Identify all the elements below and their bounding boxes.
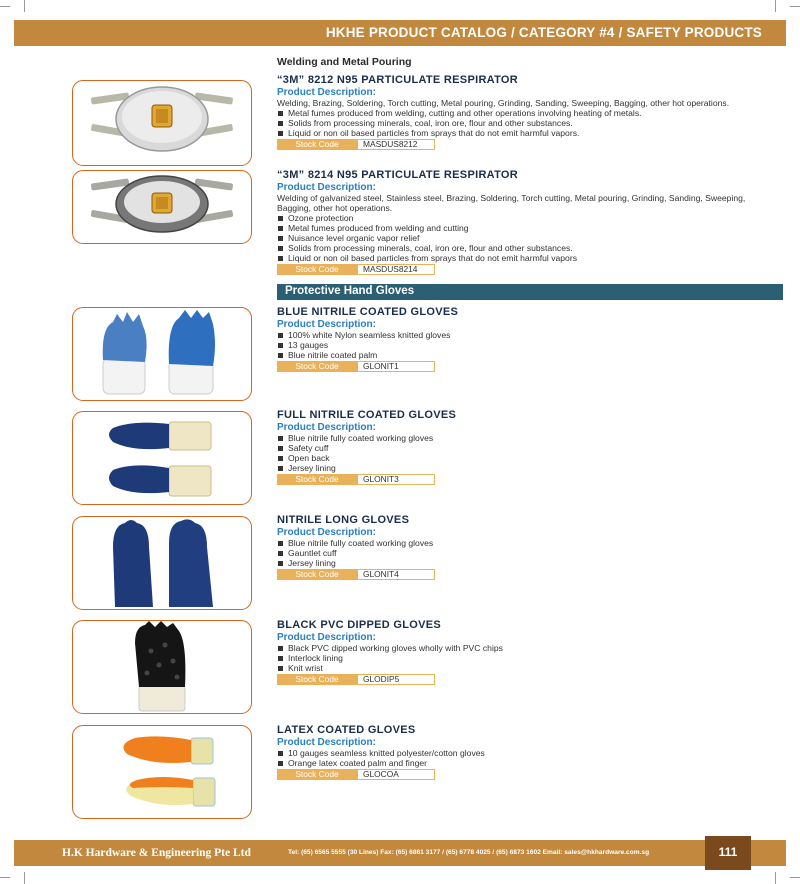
stock-code-row (277, 569, 787, 580)
crop-mark (790, 877, 800, 878)
product-entry (277, 514, 787, 580)
bullet-item: 13 gauges (277, 340, 787, 350)
stock-code-row (277, 264, 787, 275)
product-title: BLACK PVC DIPPED GLOVES (277, 619, 441, 631)
section-title-welding: Welding and Metal Pouring (277, 56, 412, 68)
product-description-label: Product Description: (277, 737, 376, 748)
bullet-item: 10 gauges seamless knitted polyester/cotton gloves (277, 748, 787, 758)
bullet-item: Jersey lining (277, 463, 787, 473)
bullet-item: Knit wrist (277, 663, 787, 673)
bullet-item: Metal fumes produced from welding and cutting (277, 223, 787, 233)
stock-code-row (277, 139, 787, 150)
nitrile-long-gloves-image (73, 517, 251, 609)
product-description-label: Product Description: (277, 182, 376, 193)
header-bar (14, 20, 786, 46)
bullet-item: Blue nitrile fully coated working gloves (277, 433, 787, 443)
bullet-item: Solids from processing minerals, coal, iron ore, flour and other substances. (277, 243, 787, 253)
product-description-label: Product Description: (277, 632, 376, 643)
stock-code-value: GLONIT3 (357, 474, 435, 485)
crop-mark (775, 0, 776, 12)
respirator-8214-image (73, 171, 251, 243)
product-image-frame (72, 516, 252, 610)
product-intro: Welding, Brazing, Soldering, Torch cutting, Metal pouring, Grinding, Sanding, Sweeping, Bagging, other hot operations. (277, 98, 730, 108)
stock-code-label: Stock Code (277, 361, 357, 372)
product-description-label: Product Description: (277, 319, 376, 330)
product-entry (277, 619, 787, 685)
section-bar-gloves (277, 284, 783, 300)
product-image-frame (72, 170, 252, 244)
crop-mark (790, 6, 800, 7)
stock-code-value: GLONIT1 (357, 361, 435, 372)
product-description-label: Product Description: (277, 527, 376, 538)
product-entry (277, 169, 787, 275)
stock-code-value: MASDUS8214 (357, 264, 435, 275)
product-entry (277, 724, 787, 780)
bullet-item: Black PVC dipped working gloves wholly with PVC chips (277, 643, 787, 653)
bullet-item: Orange latex coated palm and finger (277, 758, 787, 768)
crop-mark (24, 0, 25, 12)
stock-code-row (277, 674, 787, 685)
product-title: BLUE NITRILE COATED GLOVES (277, 306, 459, 318)
product-entry (277, 74, 787, 150)
product-title: FULL NITRILE COATED GLOVES (277, 409, 457, 421)
bullet-item: Nuisance level organic vapor relief (277, 233, 787, 243)
stock-code-label: Stock Code (277, 264, 357, 275)
crop-mark (0, 6, 10, 7)
product-title: “3M” 8212 N95 PARTICULATE RESPIRATOR (277, 74, 519, 86)
stock-code-value: GLODIP5 (357, 674, 435, 685)
product-image-frame (72, 411, 252, 505)
crop-mark (0, 877, 10, 878)
stock-code-value: GLONIT4 (357, 569, 435, 580)
respirator-8212-image (73, 81, 251, 165)
footer-bar (14, 840, 786, 866)
product-description-label: Product Description: (277, 87, 376, 98)
product-image-frame (72, 620, 252, 714)
product-title: LATEX COATED GLOVES (277, 724, 416, 736)
bullet-item: Blue nitrile fully coated working gloves (277, 538, 787, 548)
bullet-item: Gauntlet cuff (277, 548, 787, 558)
crop-mark (24, 872, 25, 884)
bullet-item: Safety cuff (277, 443, 787, 453)
black-pvc-gloves-image (73, 621, 251, 713)
product-entry (277, 306, 787, 372)
product-title: NITRILE LONG GLOVES (277, 514, 410, 526)
product-image-frame (72, 307, 252, 401)
bullet-item: Blue nitrile coated palm (277, 350, 787, 360)
product-entry (277, 409, 787, 485)
stock-code-value: GLOCOA (357, 769, 435, 780)
bullet-item: 100% white Nylon seamless knitted gloves (277, 330, 787, 340)
bullet-item: Liquid or non oil based particles from sprays that do not emit harmful vapors (277, 253, 787, 263)
bullet-item: Open back (277, 453, 787, 463)
stock-code-value: MASDUS8212 (357, 139, 435, 150)
stock-code-row (277, 361, 787, 372)
bullet-item: Ozone protection (277, 213, 787, 223)
latex-gloves-image (73, 726, 251, 818)
product-title: “3M” 8214 N95 PARTICULATE RESPIRATOR (277, 169, 519, 181)
page-number: 111 (718, 845, 738, 859)
bullet-item: Liquid or non oil based particles from sprays that do not emit harmful vapors. (277, 128, 787, 138)
bullet-item: Interlock lining (277, 653, 787, 663)
section-title-gloves: Protective Hand Gloves (285, 285, 415, 297)
product-image-frame (72, 725, 252, 819)
full-nitrile-gloves-image (73, 412, 251, 504)
stock-code-label: Stock Code (277, 769, 357, 780)
page-number-box (705, 836, 751, 870)
product-image-frame (72, 80, 252, 166)
bullet-item: Jersey lining (277, 558, 787, 568)
company-name: H.K Hardware & Engineering Pte Ltd (62, 847, 251, 859)
stock-code-label: Stock Code (277, 569, 357, 580)
stock-code-label: Stock Code (277, 139, 357, 150)
catalog-title: HKHE PRODUCT CATALOG / CATEGORY #4 / SAFETY PRODUCTS (325, 25, 762, 40)
crop-mark (775, 872, 776, 884)
stock-code-label: Stock Code (277, 474, 357, 485)
stock-code-row (277, 474, 787, 485)
stock-code-row (277, 769, 787, 780)
bullet-item: Solids from processing minerals, coal, iron ore, flour and other substances. (277, 118, 787, 128)
stock-code-label: Stock Code (277, 674, 357, 685)
contact-info: Tel: (65) 6565 5555 (30 Lines) Fax: (65) 6861 3177 / (65) 6778 4025 / (65) 6873 1602 Email: sales@hkhardware.com.sg (288, 849, 650, 856)
product-intro: Welding of galvanized steel, Stainless steel, Brazing, Soldering, Torch cutting, Metal pouring, Grinding, Sanding, Sweeping, Bagging, other hot operations. (277, 193, 746, 213)
bullet-item: Metal fumes produced from welding, cutting and other operations involving heating of metals. (277, 108, 787, 118)
product-description-label: Product Description: (277, 422, 376, 433)
blue-nitrile-gloves-image (73, 308, 251, 400)
